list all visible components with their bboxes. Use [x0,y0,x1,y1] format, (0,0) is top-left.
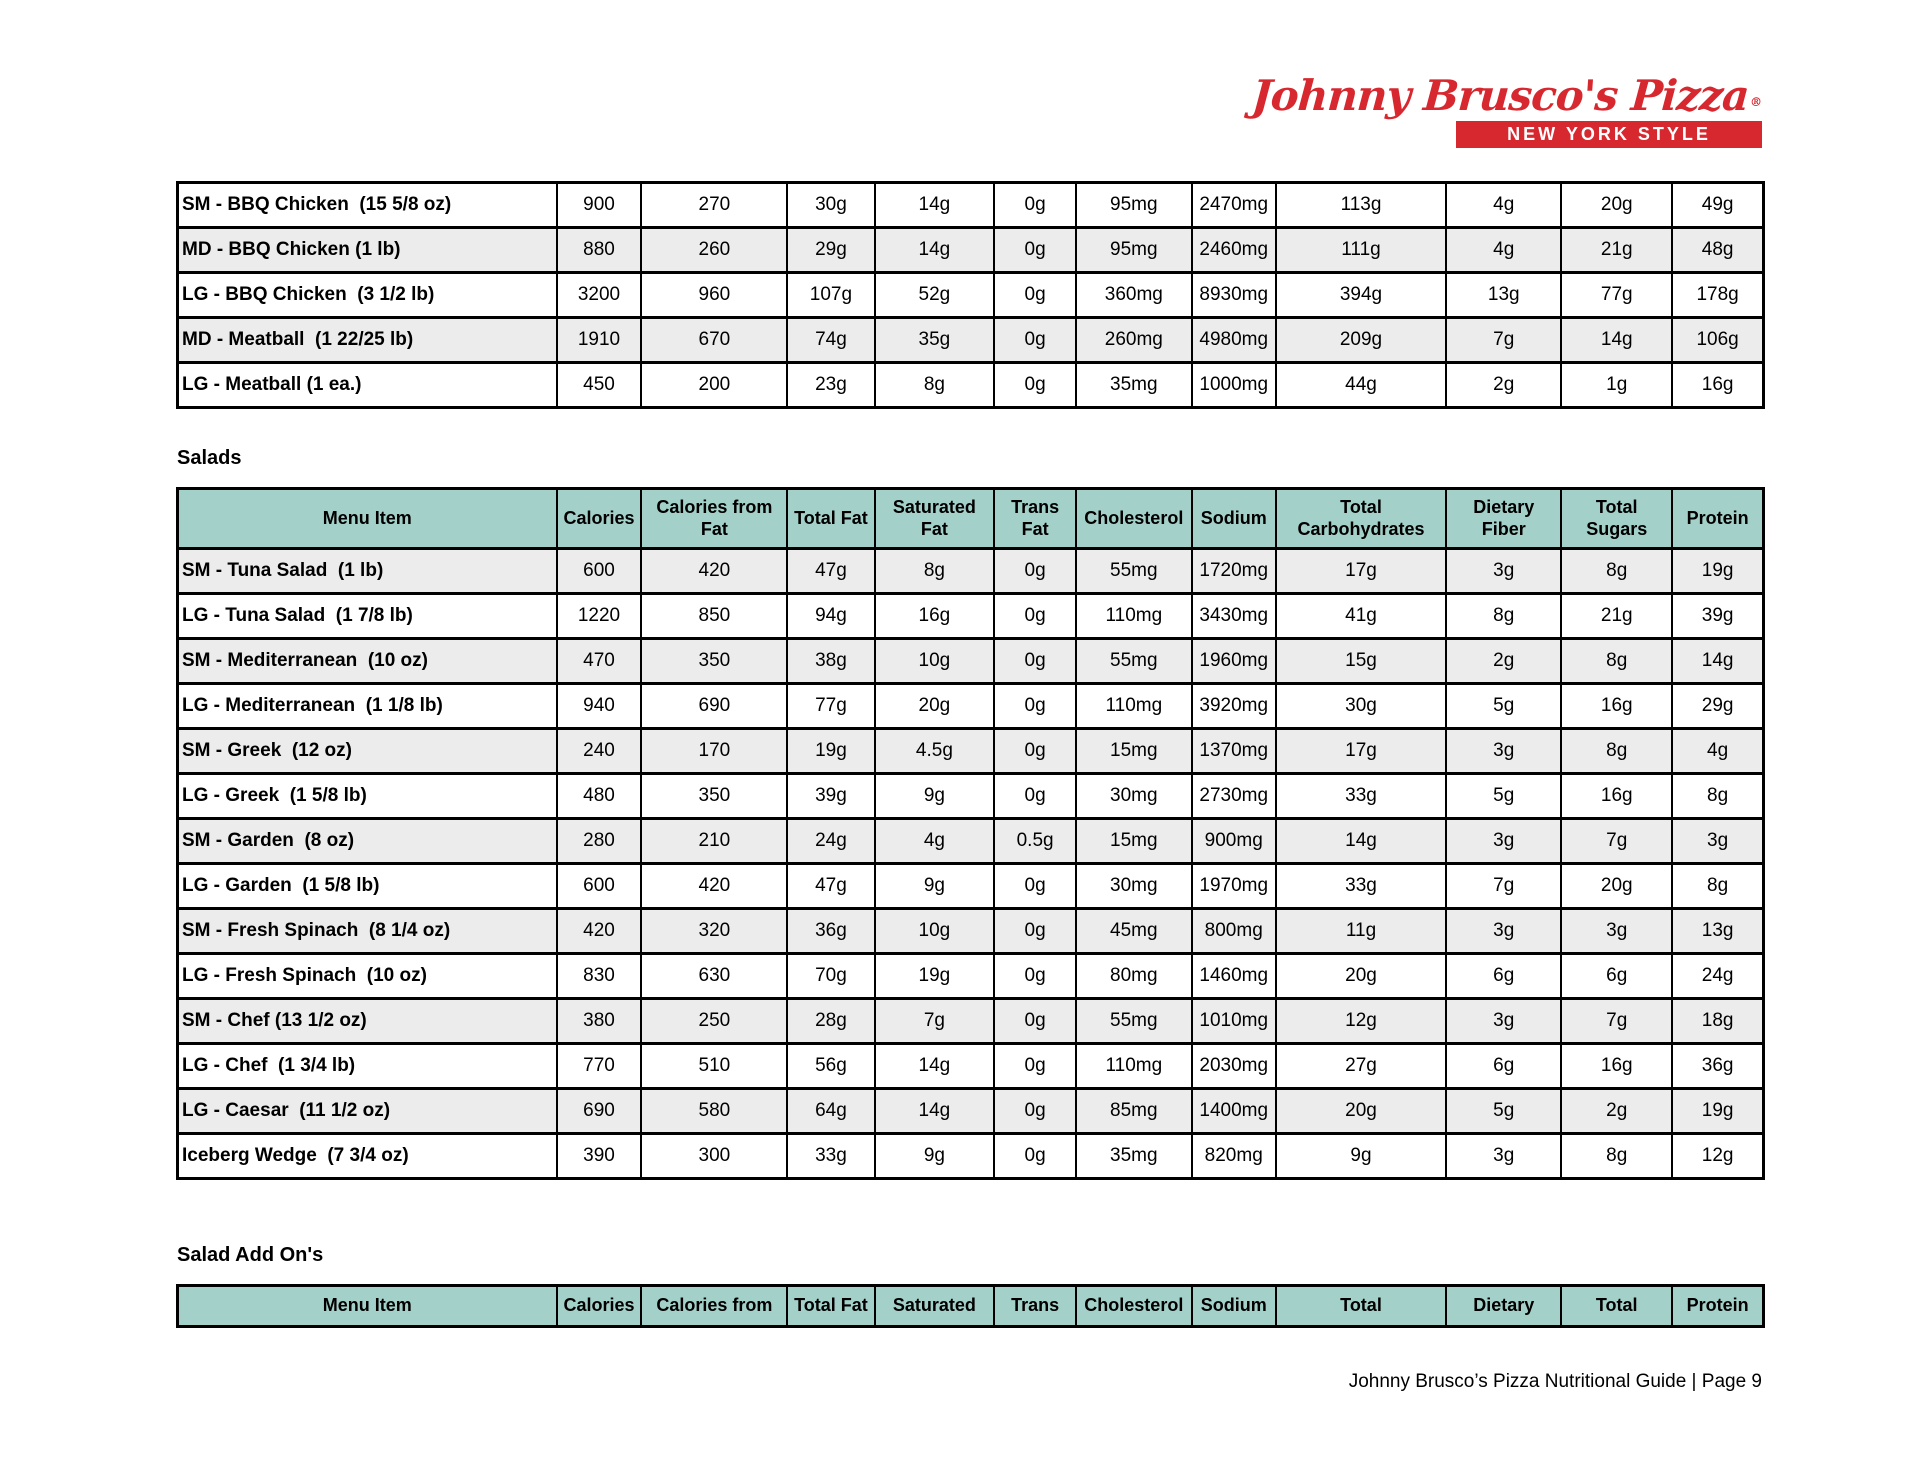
value-cell: 70g [787,954,874,999]
value-cell: 0g [994,1134,1076,1179]
table-row [178,1044,1764,1089]
column-header: Total Sugars [1561,489,1672,549]
value-cell: 0g [994,594,1076,639]
value-cell: 260 [641,228,787,273]
menu-item-cell: MD - BBQ Chicken (1 lb) [178,228,557,273]
table-row [178,273,1764,318]
value-cell: 33g [1276,774,1446,819]
salads-table [176,487,1765,1180]
value-cell: 38g [787,639,874,684]
value-cell: 17g [1276,549,1446,594]
value-cell: 260mg [1076,318,1192,363]
value-cell: 1000mg [1192,363,1276,408]
value-cell: 95mg [1076,228,1192,273]
page-footer [1349,1371,1762,1393]
column-header: Calories from Fat [641,489,787,549]
value-cell: 8g [1561,639,1672,684]
value-cell: 960 [641,273,787,318]
table-row [178,228,1764,273]
value-cell: 250 [641,999,787,1044]
value-cell: 770 [557,1044,642,1089]
menu-item-cell: LG - BBQ Chicken (3 1/2 lb) [178,273,557,318]
value-cell: 77g [787,684,874,729]
value-cell: 3920mg [1192,684,1276,729]
menu-item-cell: SM - Mediterranean (10 oz) [178,639,557,684]
value-cell: 30mg [1076,774,1192,819]
value-cell: 470 [557,639,642,684]
value-cell: 1720mg [1192,549,1276,594]
column-header: Total Carbohydrates [1276,489,1446,549]
column-header: Cholesterol [1076,489,1192,549]
value-cell: 4g [875,819,995,864]
value-cell: 670 [641,318,787,363]
value-cell: 7g [1446,318,1561,363]
value-cell: 15mg [1076,729,1192,774]
value-cell: 6g [1446,954,1561,999]
value-cell: 510 [641,1044,787,1089]
brand-tagline: NEW YORK STYLE [1507,124,1711,145]
value-cell: 3g [1446,729,1561,774]
value-cell: 8g [875,549,995,594]
value-cell: 9g [875,864,995,909]
value-cell: 690 [641,684,787,729]
value-cell: 178g [1672,273,1763,318]
value-cell: 2g [1446,363,1561,408]
value-cell: 360mg [1076,273,1192,318]
table-row [178,684,1764,729]
value-cell: 6g [1446,1044,1561,1089]
value-cell: 3g [1446,909,1561,954]
value-cell: 94g [787,594,874,639]
menu-item-cell: LG - Mediterranean (1 1/8 lb) [178,684,557,729]
value-cell: 14g [875,1044,995,1089]
value-cell: 7g [1561,999,1672,1044]
value-cell: 110mg [1076,594,1192,639]
value-cell: 5g [1446,1089,1561,1134]
value-cell: 9g [875,774,995,819]
column-header: Protein [1672,1286,1763,1327]
value-cell: 480 [557,774,642,819]
value-cell: 380 [557,999,642,1044]
value-cell: 200 [641,363,787,408]
column-header: Saturated Fat [875,489,995,549]
value-cell: 0g [994,954,1076,999]
menu-item-cell: SM - Greek (12 oz) [178,729,557,774]
column-header: Calories [557,1286,642,1327]
section-label-salads: Salads [177,447,242,469]
value-cell: 47g [787,549,874,594]
value-cell: 35mg [1076,363,1192,408]
table-row [178,774,1764,819]
value-cell: 8g [1672,774,1763,819]
value-cell: 56g [787,1044,874,1089]
brand-logo-text: Johnny Brusco's Pizza [1249,71,1750,120]
column-header: Total [1561,1286,1672,1327]
salad-add-ons-table [176,1284,1765,1328]
value-cell: 80mg [1076,954,1192,999]
column-header: Dietary [1446,1286,1561,1327]
column-header: Dietary Fiber [1446,489,1561,549]
value-cell: 106g [1672,318,1763,363]
value-cell: 33g [787,1134,874,1179]
value-cell: 0g [994,639,1076,684]
value-cell: 20g [1561,864,1672,909]
value-cell: 8g [1561,729,1672,774]
value-cell: 0.5g [994,819,1076,864]
column-header: Saturated [875,1286,995,1327]
menu-item-cell: LG - Garden (1 5/8 lb) [178,864,557,909]
value-cell: 7g [1446,864,1561,909]
value-cell: 0g [994,999,1076,1044]
value-cell: 12g [1276,999,1446,1044]
value-cell: 830 [557,954,642,999]
value-cell: 270 [641,183,787,228]
value-cell: 3430mg [1192,594,1276,639]
value-cell: 44g [1276,363,1446,408]
value-cell: 10g [875,639,995,684]
value-cell: 420 [641,864,787,909]
value-cell: 110mg [1076,684,1192,729]
value-cell: 3200 [557,273,642,318]
value-cell: 4.5g [875,729,995,774]
value-cell: 16g [1561,774,1672,819]
value-cell: 2030mg [1192,1044,1276,1089]
value-cell: 95mg [1076,183,1192,228]
menu-item-cell: SM - Fresh Spinach (8 1/4 oz) [178,909,557,954]
column-header: Trans [994,1286,1076,1327]
value-cell: 0g [994,909,1076,954]
value-cell: 20g [875,684,995,729]
value-cell: 18g [1672,999,1763,1044]
value-cell: 4980mg [1192,318,1276,363]
value-cell: 280 [557,819,642,864]
value-cell: 1010mg [1192,999,1276,1044]
column-header: Sodium [1192,489,1276,549]
value-cell: 15mg [1076,819,1192,864]
column-header: Protein [1672,489,1763,549]
value-cell: 14g [875,1089,995,1134]
table-row [178,594,1764,639]
menu-item-cell: MD - Meatball (1 22/25 lb) [178,318,557,363]
value-cell: 600 [557,864,642,909]
value-cell: 1960mg [1192,639,1276,684]
value-cell: 17g [1276,729,1446,774]
value-cell: 11g [1276,909,1446,954]
value-cell: 30g [1276,684,1446,729]
value-cell: 1220 [557,594,642,639]
value-cell: 27g [1276,1044,1446,1089]
value-cell: 41g [1276,594,1446,639]
value-cell: 0g [994,729,1076,774]
value-cell: 35g [875,318,995,363]
column-header: Calories from [641,1286,787,1327]
value-cell: 6g [1561,954,1672,999]
value-cell: 580 [641,1089,787,1134]
value-cell: 420 [641,549,787,594]
value-cell: 16g [1672,363,1763,408]
menu-item-cell: LG - Meatball (1 ea.) [178,363,557,408]
column-header: Calories [557,489,642,549]
header-row [178,489,1764,549]
menu-item-cell: LG - Caesar (11 1/2 oz) [178,1089,557,1134]
value-cell: 29g [1672,684,1763,729]
value-cell: 48g [1672,228,1763,273]
value-cell: 36g [1672,1044,1763,1089]
value-cell: 3g [1446,1134,1561,1179]
value-cell: 20g [1276,954,1446,999]
value-cell: 29g [787,228,874,273]
table-row [178,864,1764,909]
value-cell: 2730mg [1192,774,1276,819]
table-row [178,819,1764,864]
table-row [178,183,1764,228]
value-cell: 20g [1276,1089,1446,1134]
value-cell: 0g [994,273,1076,318]
value-cell: 4g [1672,729,1763,774]
value-cell: 1g [1561,363,1672,408]
value-cell: 1370mg [1192,729,1276,774]
pizzas-continued-table [176,181,1765,409]
value-cell: 0g [994,183,1076,228]
value-cell: 8g [1561,1134,1672,1179]
menu-item-cell: Iceberg Wedge (7 3/4 oz) [178,1134,557,1179]
value-cell: 52g [875,273,995,318]
table-row [178,1089,1764,1134]
value-cell: 1400mg [1192,1089,1276,1134]
value-cell: 13g [1672,909,1763,954]
table-row [178,729,1764,774]
value-cell: 14g [1672,639,1763,684]
value-cell: 7g [1561,819,1672,864]
table-row [178,999,1764,1044]
column-header: Menu Item [178,1286,557,1327]
value-cell: 23g [787,363,874,408]
value-cell: 21g [1561,594,1672,639]
value-cell: 10g [875,909,995,954]
value-cell: 0g [994,228,1076,273]
value-cell: 24g [787,819,874,864]
value-cell: 14g [1561,318,1672,363]
value-cell: 110mg [1076,1044,1192,1089]
value-cell: 36g [787,909,874,954]
value-cell: 1970mg [1192,864,1276,909]
value-cell: 8g [875,363,995,408]
value-cell: 880 [557,228,642,273]
column-header: Menu Item [178,489,557,549]
value-cell: 21g [1561,228,1672,273]
value-cell: 85mg [1076,1089,1192,1134]
value-cell: 2g [1561,1089,1672,1134]
tables-root [176,0,1765,1328]
table-row [178,909,1764,954]
value-cell: 450 [557,363,642,408]
value-cell: 0g [994,363,1076,408]
value-cell: 900 [557,183,642,228]
table-row [178,363,1764,408]
value-cell: 39g [1672,594,1763,639]
menu-item-cell: SM - BBQ Chicken (15 5/8 oz) [178,183,557,228]
value-cell: 240 [557,729,642,774]
value-cell: 690 [557,1089,642,1134]
table-row [178,318,1764,363]
menu-item-cell: LG - Tuna Salad (1 7/8 lb) [178,594,557,639]
value-cell: 16g [1561,1044,1672,1089]
value-cell: 3g [1672,819,1763,864]
value-cell: 0g [994,774,1076,819]
value-cell: 940 [557,684,642,729]
value-cell: 19g [1672,1089,1763,1134]
value-cell: 14g [875,228,995,273]
value-cell: 1460mg [1192,954,1276,999]
value-cell: 0g [994,1089,1076,1134]
table-row [178,1134,1764,1179]
menu-item-cell: LG - Fresh Spinach (10 oz) [178,954,557,999]
value-cell: 0g [994,318,1076,363]
value-cell: 7g [875,999,995,1044]
value-cell: 4g [1446,228,1561,273]
value-cell: 77g [1561,273,1672,318]
column-header: Sodium [1192,1286,1276,1327]
value-cell: 5g [1446,684,1561,729]
value-cell: 3g [1446,999,1561,1044]
value-cell: 900mg [1192,819,1276,864]
registered-mark-icon: ® [1749,95,1763,109]
value-cell: 24g [1672,954,1763,999]
value-cell: 49g [1672,183,1763,228]
value-cell: 9g [1276,1134,1446,1179]
value-cell: 45mg [1076,909,1192,954]
value-cell: 0g [994,864,1076,909]
value-cell: 8g [1672,864,1763,909]
value-cell: 2460mg [1192,228,1276,273]
value-cell: 55mg [1076,999,1192,1044]
value-cell: 350 [641,774,787,819]
value-cell: 14g [875,183,995,228]
value-cell: 3g [1561,909,1672,954]
value-cell: 800mg [1192,909,1276,954]
value-cell: 8930mg [1192,273,1276,318]
value-cell: 113g [1276,183,1446,228]
value-cell: 13g [1446,273,1561,318]
value-cell: 64g [787,1089,874,1134]
value-cell: 12g [1672,1134,1763,1179]
value-cell: 55mg [1076,549,1192,594]
table-row [178,639,1764,684]
value-cell: 210 [641,819,787,864]
value-cell: 30g [787,183,874,228]
value-cell: 28g [787,999,874,1044]
value-cell: 300 [641,1134,787,1179]
menu-item-cell: SM - Garden (8 oz) [178,819,557,864]
menu-item-cell: LG - Chef (1 3/4 lb) [178,1044,557,1089]
value-cell: 35mg [1076,1134,1192,1179]
header-row [178,1286,1764,1327]
value-cell: 4g [1446,183,1561,228]
value-cell: 15g [1276,639,1446,684]
value-cell: 0g [994,1044,1076,1089]
table-row [178,549,1764,594]
table-row [178,954,1764,999]
value-cell: 14g [1276,819,1446,864]
value-cell: 600 [557,549,642,594]
value-cell: 9g [875,1134,995,1179]
value-cell: 0g [994,684,1076,729]
menu-item-cell: LG - Greek (1 5/8 lb) [178,774,557,819]
value-cell: 47g [787,864,874,909]
column-header: Total Fat [787,1286,874,1327]
value-cell: 16g [875,594,995,639]
footer-text: Johnny Brusco’s Pizza Nutritional Guide | Page 9 [1348,1371,1762,1392]
value-cell: 33g [1276,864,1446,909]
value-cell: 19g [1672,549,1763,594]
section-label-salad-add-ons: Salad Add On's [177,1244,324,1266]
value-cell: 8g [1446,594,1561,639]
value-cell: 19g [875,954,995,999]
value-cell: 107g [787,273,874,318]
value-cell: 350 [641,639,787,684]
value-cell: 3g [1446,819,1561,864]
value-cell: 30mg [1076,864,1192,909]
value-cell: 1910 [557,318,642,363]
value-cell: 390 [557,1134,642,1179]
value-cell: 111g [1276,228,1446,273]
column-header: Total Fat [787,489,874,549]
value-cell: 2g [1446,639,1561,684]
menu-item-cell: SM - Chef (13 1/2 oz) [178,999,557,1044]
value-cell: 850 [641,594,787,639]
menu-item-cell: SM - Tuna Salad (1 lb) [178,549,557,594]
value-cell: 320 [641,909,787,954]
value-cell: 3g [1446,549,1561,594]
value-cell: 19g [787,729,874,774]
column-header: Trans Fat [994,489,1076,549]
value-cell: 55mg [1076,639,1192,684]
value-cell: 209g [1276,318,1446,363]
column-header: Total [1276,1286,1446,1327]
value-cell: 74g [787,318,874,363]
column-header: Cholesterol [1076,1286,1192,1327]
value-cell: 0g [994,549,1076,594]
value-cell: 5g [1446,774,1561,819]
value-cell: 630 [641,954,787,999]
value-cell: 394g [1276,273,1446,318]
value-cell: 2470mg [1192,183,1276,228]
value-cell: 820mg [1192,1134,1276,1179]
value-cell: 8g [1561,549,1672,594]
value-cell: 16g [1561,684,1672,729]
value-cell: 420 [557,909,642,954]
value-cell: 20g [1561,183,1672,228]
value-cell: 39g [787,774,874,819]
value-cell: 170 [641,729,787,774]
